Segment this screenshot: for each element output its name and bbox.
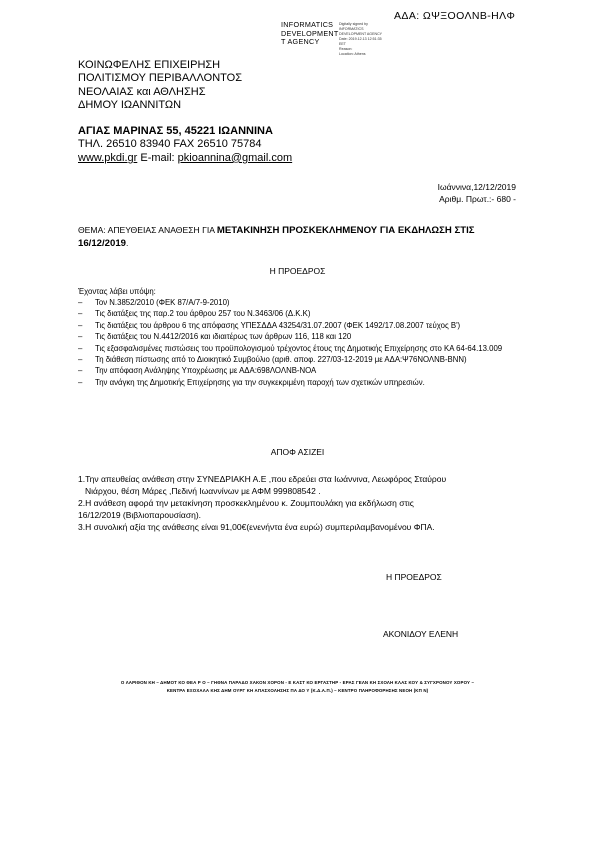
list-item: – Τις διατάξεις της παρ.2 του άρθρου 257 του Ν.3463/06 (Δ.Κ.Κ) [78,309,311,319]
list-item: – Τη διάθεση πίστωσης από το Διοικητικό Συμβούλιο (αριθ. αποφ. 227/03-12-2019 με ΑΔΑ:Ψ76ΝΟΛΝΒ-ΒΝΝ) [78,355,467,365]
date-protocol [438,181,516,205]
list-item: – Τον Ν.3852/2010 (ΦΕΚ 87/Α/7-9-2010) [78,298,230,307]
stamp-signer [281,21,339,47]
subject-suffix: . [126,238,129,248]
street-address: ΑΓΙΑΣ ΜΑΡΙΝΑΣ 55, 45221 ΙΩΑΝΝΙΝΑ [78,125,273,137]
digital-signature-stamp [281,20,391,56]
org-line: ΔΗΜΟΥ ΙΩΑΝΝΙΤΩΝ [78,99,182,112]
contact-block [78,125,292,165]
footer-line: ΚΕΝΤΡΑ ΕΞΟΧΑΛΑ ΚΗΣ ΔΗΜ ΟΥΡΓ ΚΗ ΑΠΑΣΧΟΛΗΣΗΣ ΠΑ ΔΟ Υ (Κ.Δ.Α.Π.) – ΚΕΝΤΡΟ ΠΛΗΡΟΦΟΡΗΣΗΣ ΝΕΟΗ (ΚΠ Ν) [166,687,429,693]
stamp-detail-line: Location: Athens [339,52,366,56]
list-item: – Την απόφαση Ανάληψης Υποχρέωσης με ΑΔΑ:698ΛΟΛΝΒ-ΝΟΑ [78,366,317,376]
stamp-line: DEVELOPMENT [281,28,339,38]
stamp-detail-line: EET [339,42,346,46]
signature-title: Η ΠΡΟΕΔΡΟΣ [386,572,442,582]
heading-decides: ΑΠΟΦ ΑΣΙΖΕΙ [270,447,325,457]
org-line: ΠΟΛΙΤΙΣΜΟΥ ΠΕΡΙΒΑΛΛΟΝΤΟΣ [78,72,243,85]
organization-name [78,59,242,113]
considerations-list [78,297,523,388]
document-date: Ιωάννινα,12/12/2019 [437,182,516,192]
stamp-details [339,22,382,57]
phone-fax: ΤΗΛ. 26510 83940 FAX 26510 75784 [78,138,262,151]
subject-prefix: ΘΕΜΑ: ΑΠΕΥΘΕΙΑΣ ΑΝΑΘΕΣΗ ΓΙΑ [78,225,217,235]
list-item: – Τις διατάξεις του άρθρου 6 της απόφασης ΥΠΕΣΔΔΑ 43254/31.07.2007 (ΦΕΚ 1492/17.08.2007 τεύχος Β') [78,320,461,330]
heading-president: Η ΠΡΟΕΔΡΟΣ [269,266,326,276]
stamp-detail-line: Reason: [339,47,353,51]
stamp-line: T AGENCY [281,37,320,46]
decision-item: 3.Η συνολική αξία της ανάθεσης είναι 91,00€(ενενήντα ένα ευρώ) συμπεριλαμβανομένου ΦΠΑ. [78,522,435,532]
ada-code: ΑΔΑ: ΩΨΞΟΟΛΝΒ-ΗΛΦ [394,10,516,22]
list-item: – Τις διατάξεις του Ν.4412/2016 και ιδιαιτέρως των άρθρων 116, 118 και 120 [78,332,352,342]
decision-continuation: Νιάρχου, θέση Μάρες ,Πεδινή Ιωαννίνων με ΑΦΜ 999808542 . [85,486,321,496]
stamp-detail-line: DEVELOPMENT AGENCY [339,32,383,36]
signature-name: ΑΚΟΝΙΔΟΥ ΕΛΕΝΗ [383,629,459,639]
list-item: – Την ανάγκη της Δημοτικής Επιχείρησης για την συγκεκριμένη παροχή των σχετικών υπηρεσιών. [78,377,425,387]
considerations-intro: Έχοντας λάβει υπόψη: [78,287,156,296]
stamp-detail-line: Digitally signed by [339,22,368,26]
website-link[interactable]: www.pkdi.gr [78,151,138,164]
stamp-detail-line: INFORMATICS [339,27,364,31]
subject-line [78,224,518,250]
decisions-block [78,473,523,533]
email-label: E-mail: [137,151,178,164]
protocol-number: Αριθμ. Πρωτ.:- 680 - [439,194,516,204]
stamp-detail-line: Date: 2019.12.13 12:51:35 [339,37,382,41]
org-line: ΝΕΟΛΑΙΑΣ και ΑΘΛΗΣΗΣ [78,85,206,98]
web-email-line [78,152,292,165]
email-link[interactable]: pkioannina@gmail.com [177,151,293,164]
subject-title: ΜΕΤΑΚΙΝΗΣΗ ΠΡΟΣΚΕΚΛΗΜΕΝΟΥ ΓΙΑ ΕΚΔΗΛΩΣΗ ΣΤΙΣ 16/12/2019 [78,225,475,249]
org-line: ΚΟΙΝΩΦΕΛΗΣ ΕΠΙΧΕΙΡΗΣΗ [78,59,221,71]
stamp-line: INFORMATICS [281,20,334,29]
list-item: – Τις εξασφαλισμένες πιστώσεις του προϋπολογισμού τρέχοντος έτους της Δημοτικής Επιχείρησης στο ΚΑ 64-64.13.009 [78,343,503,353]
decision-continuation: 16/12/2019 (Βιβλιοπαρουσίαση). [78,510,202,520]
decision-item: 2.Η ανάθεση αφορά την μετακίνηση προσκεκλημένου κ. Ζουμπουλάκη για εκδήλωση στις [78,498,414,508]
footer-line: Ο ΛΑΡΙΘΟΝ ΚΗ – ΔΗΜΟΤ ΚΟ ΘΕΑ Ρ Ο – ΓΗΘΝΑ ΠΑΡΑΔΟ ΧΑΚΟΝ ΧΟΡΟΝ - Ε ΚΑΣΤ ΚΟ ΕΡΓΑΣΤΗΡ - ΕΡΑΣ ΓΕΛΝ ΚΗ ΣΧΟΛΗ ΚΛΑΣ ΚΟΥ & ΣΥΓΧΡΟΝΟΥ ΧΟΡΟΥ – [120,680,475,685]
decision-item: 1.Την απευθείας ανάθεση στην ΣΥΝΕΔΡΙΑΚΗ Α.Ε ,που εδρεύει στα Ιωάννινα, Λεωφόρος Σταύρου [78,474,447,484]
footer [50,679,545,694]
